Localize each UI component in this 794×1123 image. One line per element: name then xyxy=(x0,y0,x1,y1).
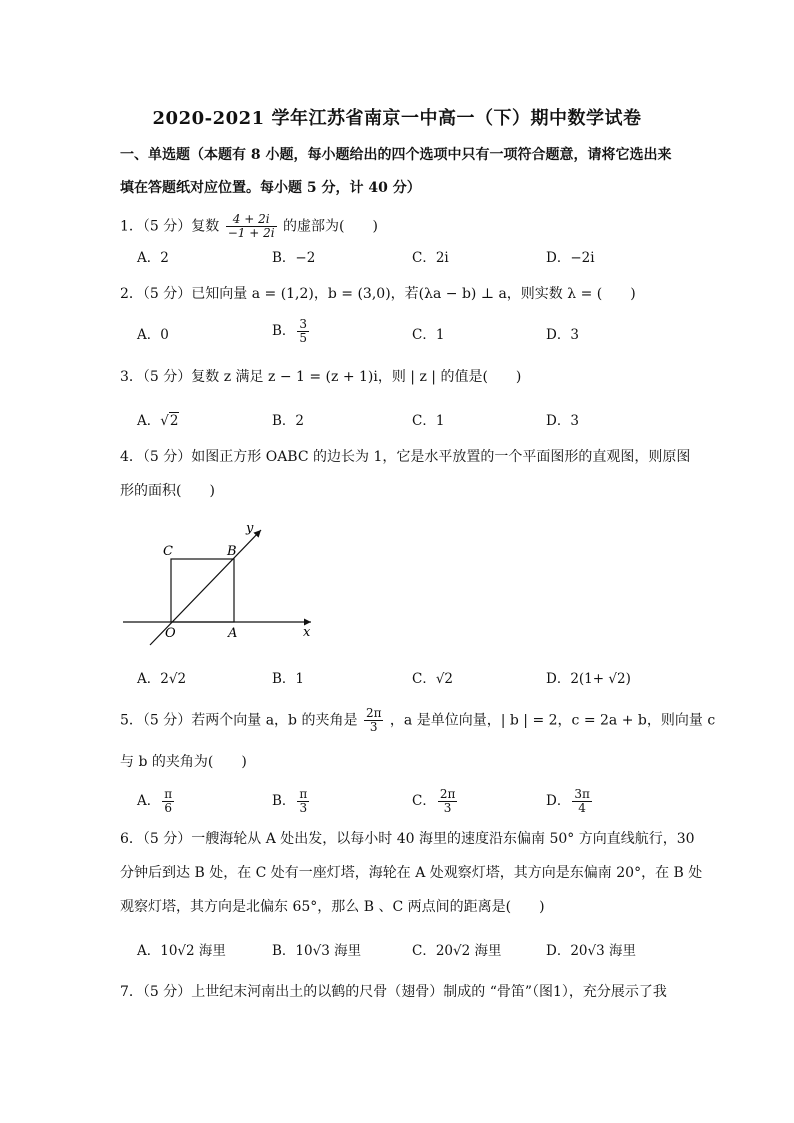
q5-option-a xyxy=(137,788,176,815)
question-4-line1: 4．（5 分）如图正方形 OABC 的边长为 1，它是水平放置的一个平面图形的直观图，则原图 xyxy=(120,449,691,465)
q3-option-b: B．2 xyxy=(272,413,305,429)
q5-option-b xyxy=(272,788,311,815)
q3-option-a-label: A． xyxy=(137,413,161,429)
question-2: 2．（5 分）已知向量 a = (1,2)，b = (3,0)，若(λa − b) ⊥ a，则实数 λ = ( ) xyxy=(120,286,636,302)
q3-option-d: D．3 xyxy=(546,413,579,429)
q2-option-d: D．3 xyxy=(546,327,579,343)
label-x: x xyxy=(303,625,311,640)
q4-option-a: A．2√2 xyxy=(137,671,187,687)
q4-option-d: D．2(1+ √2) xyxy=(546,671,631,687)
q5-option-d-num: 3π xyxy=(574,787,590,801)
label-o: O xyxy=(165,626,176,641)
question-7-line1: 7．（5 分）上世纪末河南出土的以鹤的尺骨（翅骨）制成的 “骨笛”（图1），充分展示了我 xyxy=(120,984,667,1000)
q2-option-b-num: 3 xyxy=(299,317,308,331)
label-y: y xyxy=(246,521,254,536)
q5-option-c-label: C． xyxy=(412,793,436,809)
question-3: 3．（5 分）复数 z 满足 z − 1 = (z + 1)i，则 | z | 的值是( ) xyxy=(120,369,522,385)
question-5-suffix: ，a 是单位向量，| b | = 2，c = 2a + b，则向量 c xyxy=(389,712,716,729)
question-4-line2: 形的面积( ) xyxy=(120,483,215,499)
q6-option-b: B．10√3 海里 xyxy=(272,943,362,959)
question-6-line3: 观察灯塔，其方向是北偏东 65°，那么 B 、C 两点间的距离是( ) xyxy=(120,899,545,915)
q5-option-a-label: A． xyxy=(137,793,161,809)
q3-option-a: A．√2 xyxy=(137,413,179,429)
q5-option-d-den: 4 xyxy=(578,801,586,815)
question-6-line1: 6．（5 分）一艘海轮从 A 处出发，以每小时 40 海里的速度沿东偏南 50° 方向直线航行，30 xyxy=(120,831,695,847)
question-5-prefix: 5．（5 分）若两个向量 a，b 的夹角是 xyxy=(120,712,358,729)
label-c: C xyxy=(163,544,173,559)
q3-option-c: C．1 xyxy=(412,413,445,429)
question-5-fraction xyxy=(364,707,384,734)
question-1-frac-den: −1 + 2i xyxy=(227,226,275,240)
q4-option-b: B．1 xyxy=(272,671,305,687)
label-a: A xyxy=(228,626,238,641)
q2-option-b-label: B． xyxy=(272,323,296,339)
q5-option-d-label: D． xyxy=(546,793,571,809)
section-heading-line1: 一、单选题（本题有 8 小题，每小题给出的四个选项中只有一项符合题意，请将它选出来 xyxy=(120,147,672,163)
q6-option-a: A．10√2 海里 xyxy=(137,943,226,959)
q2-option-b xyxy=(272,318,311,345)
question-5-line2: 与 b 的夹角为( ) xyxy=(120,754,247,770)
q2-option-c: C．1 xyxy=(412,327,445,343)
q1-option-d: D．−2i xyxy=(546,250,595,266)
question-6-line2: 分钟后到达 B 处，在 C 处有一座灯塔，海轮在 A 处观察灯塔，其方向是东偏南 20°，在 B 处 xyxy=(120,865,703,881)
square-oabc-figure xyxy=(115,515,325,655)
q5-option-c-num: 2π xyxy=(439,787,456,801)
q5-option-d xyxy=(546,788,594,815)
question-5 xyxy=(120,707,715,734)
question-1 xyxy=(120,213,378,240)
q5-option-b-den: 3 xyxy=(299,801,308,815)
q4-option-c: C．√2 xyxy=(412,671,454,687)
question-1-suffix: 的虚部为( ) xyxy=(283,218,378,235)
q5-option-c-den: 3 xyxy=(443,801,452,815)
q1-option-a: A．2 xyxy=(137,250,169,266)
q3-option-a-radicand: 2 xyxy=(169,413,179,429)
question-1-frac-num: 4 + 2i xyxy=(226,213,277,227)
q6-option-c: C．20√2 海里 xyxy=(412,943,502,959)
question-5-frac-num: 2π xyxy=(365,706,382,720)
question-5-frac-den: 3 xyxy=(369,720,378,734)
q5-option-b-label: B． xyxy=(272,793,296,809)
q2-option-b-den: 5 xyxy=(299,331,308,345)
q2-option-a: A．0 xyxy=(137,327,169,343)
page-title: 2020-2021 学年江苏省南京一中高一（下）期中数学试卷 xyxy=(152,108,642,129)
q6-option-d: D．20√3 海里 xyxy=(546,943,636,959)
section-heading-line2: 填在答题纸对应位置。每小题 5 分，计 40 分） xyxy=(120,180,421,196)
q5-option-c xyxy=(412,788,459,815)
label-b: B xyxy=(227,544,237,559)
q1-option-b: B．−2 xyxy=(272,250,316,266)
q5-option-b-num: π xyxy=(299,787,308,801)
q5-option-a-den: 6 xyxy=(164,801,173,815)
question-1-prefix: 1．（5 分）复数 xyxy=(120,218,220,235)
question-1-fraction xyxy=(226,213,277,240)
q5-option-a-num: π xyxy=(164,787,173,801)
q1-option-c: C．2i xyxy=(412,250,449,266)
